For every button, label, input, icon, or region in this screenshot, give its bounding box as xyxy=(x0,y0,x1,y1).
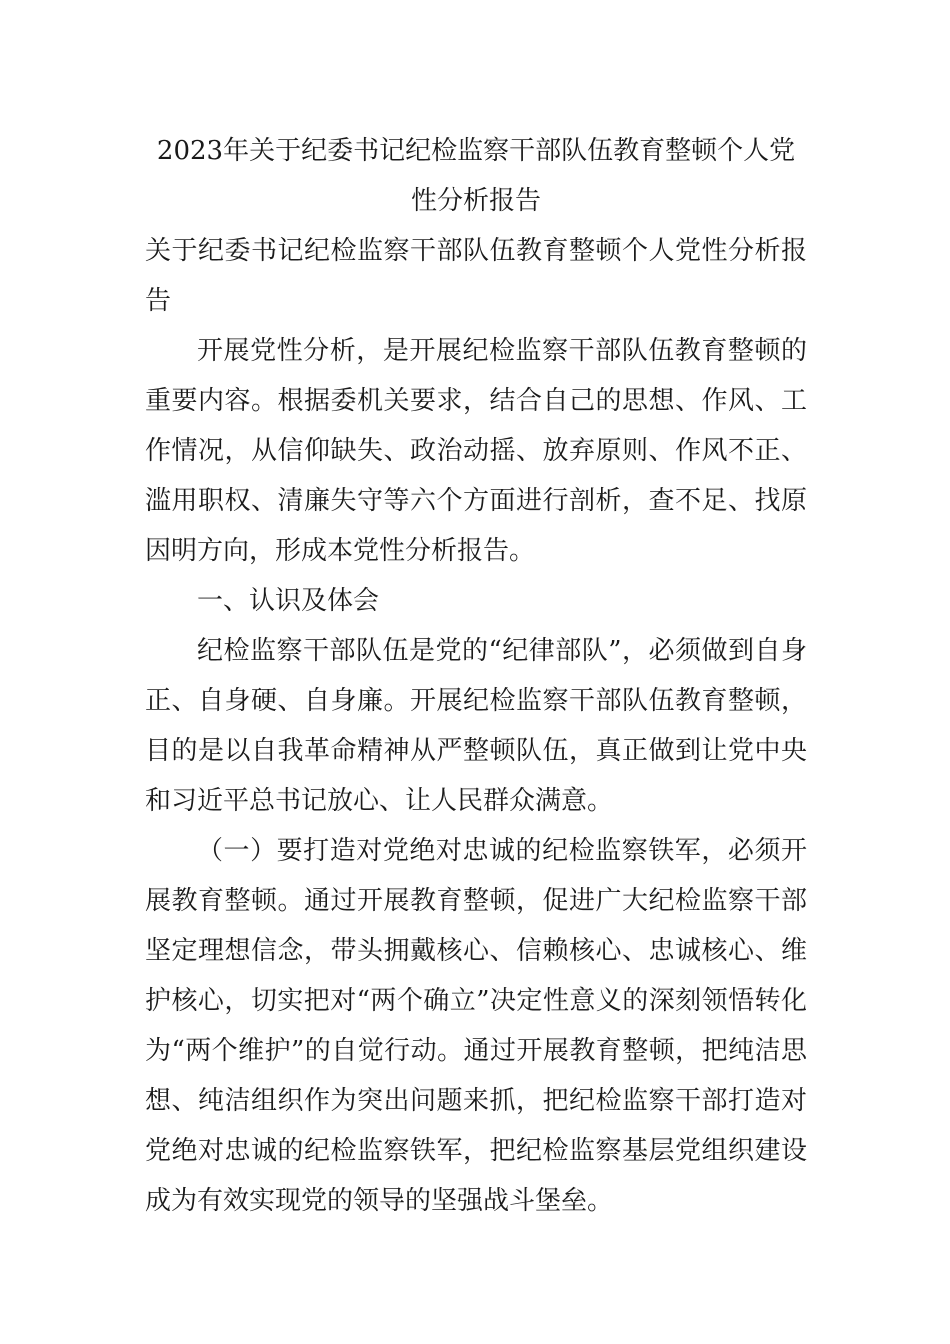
document-subtitle: 关于纪委书记纪检监察干部队伍教育整顿个人党性分析报告 xyxy=(145,236,807,316)
paragraph-point-1: （一）要打造对党绝对忠诚的纪检监察铁军，必须开展教育整顿。通过开展教育整顿，促进广大纪检监察干部坚定理想信念，带头拥戴核心、信赖核心、忠诚核心、维护核心，切实把对“两个确立”决定性意义的深刻领悟转化为“两个维护”的自觉行动。通过开展教育整顿，把纯洁思想、纯洁组织作为突出问题来抓，把纪检监察干部打造对党绝对忠诚的纪检监察铁军，把纪检监察基层党组织建设成为有效实现党的领导的坚强战斗堡垒。 xyxy=(145,836,807,1216)
section-heading-1: 一、认识及体会 xyxy=(197,586,380,616)
document-title: 2023年关于纪委书记纪检监察干部队伍教育整顿个人党性分析报告 xyxy=(156,136,796,216)
paragraph-understanding: 纪检监察干部队伍是党的“纪律部队”，必须做到自身正、自身硬、自身廉。开展纪检监察干部队伍教育整顿，目的是以自我革命精神从严整顿队伍，真正做到让党中央和习近平总书记放心、让人民群众满意。 xyxy=(145,636,807,816)
document-body xyxy=(145,126,807,1226)
paragraph-intro: 开展党性分析，是开展纪检监察干部队伍教育整顿的重要内容。根据委机关要求，结合自己的思想、作风、工作情况，从信仰缺失、政治动摇、放弃原则、作风不正、滥用职权、清廉失守等六个方面进行剖析，查不足、找原因明方向，形成本党性分析报告。 xyxy=(145,336,807,566)
